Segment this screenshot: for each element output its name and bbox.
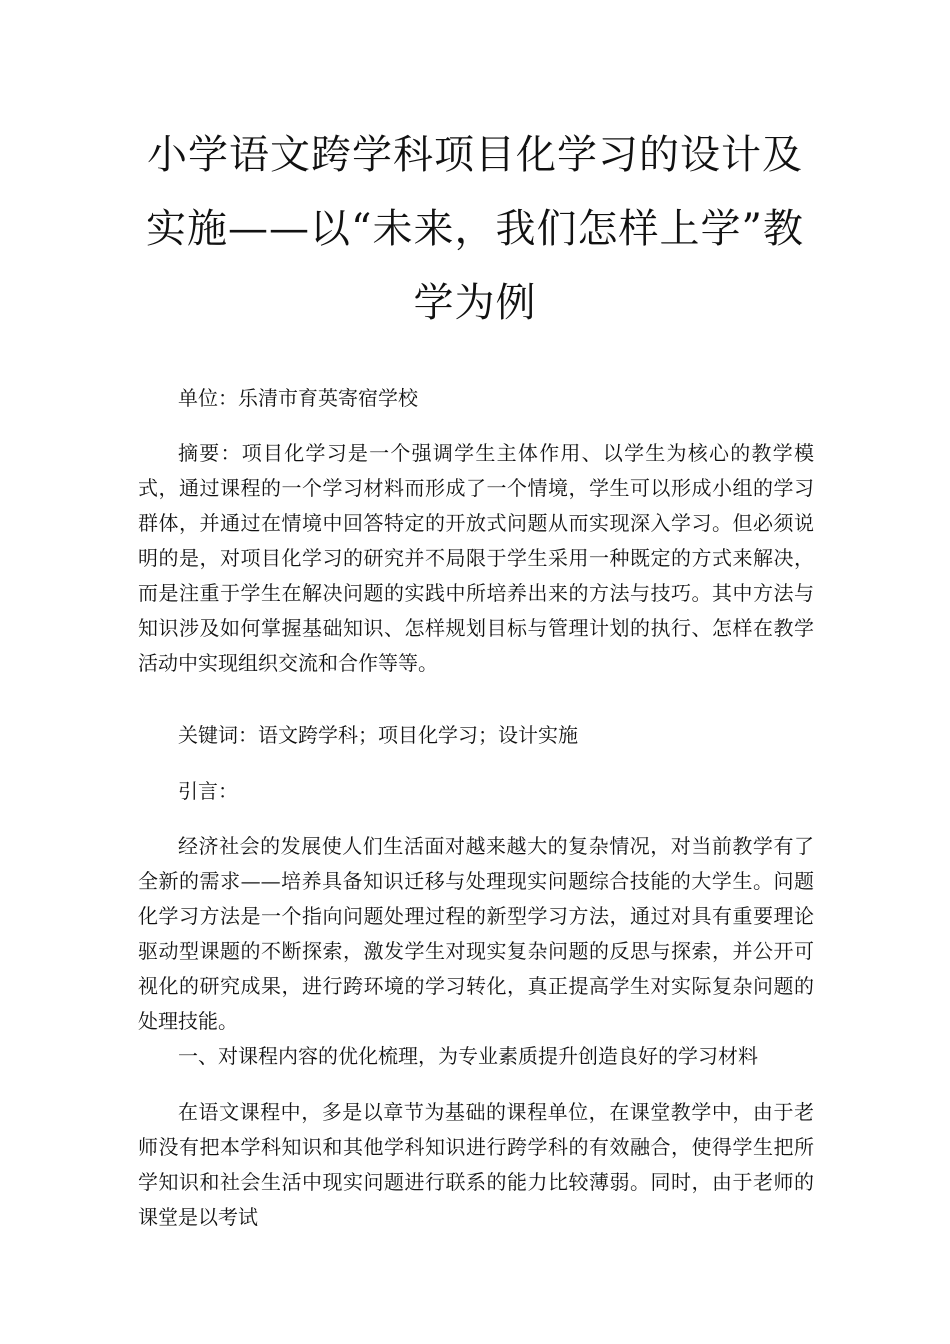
intro-heading: 引言：: [178, 779, 238, 803]
intro-paragraph: 经济社会的发展使人们生活面对越来越大的复杂情况，对当前教学有了全新的需求——培养具备知识迁移与处理现实问题综合技能的大学生。问题化学习方法是一个指向问题处理过程的新型学习方法，通过对具有重要理论驱动型课题的不断探索，激发学生对现实复杂问题的反思与探索，并公开可视化的研究成果，进行跨环境的学习转化，真正提高学生对实际复杂问题的处理技能。: [138, 834, 814, 1033]
document-title: 小学语文跨学科项目化学习的设计及实施——以“未来，我们怎样上学”教学为例: [146, 132, 804, 326]
section-1-paragraph: 在语文课程中，多是以章节为基础的课程单位，在课堂教学中，由于老师没有把本学科知识和其他学科知识进行跨学科的有效融合，使得学生把所学知识和社会生活中现实问题进行联系的能力比较薄弱。同时，由于老师的课堂是以考试: [138, 1100, 814, 1229]
section-heading-1: 一、对课程内容的优化梳理，为专业素质提升创造良好的学习材料: [178, 1044, 758, 1068]
keywords-line: 关键词：语文跨学科；项目化学习；设计实施: [178, 723, 578, 747]
author-unit: 单位：乐清市育英寄宿学校: [178, 386, 418, 410]
abstract-paragraph: 摘要：项目化学习是一个强调学生主体作用、以学生为核心的教学模式，通过课程的一个学习材料而形成了一个情境，学生可以形成小组的学习群体，并通过在情境中回答特定的开放式问题从而实现深入学习。但必须说明的是，对项目化学习的研究并不局限于学生采用一种既定的方式来解决，而是注重于学生在解决问题的实践中所培养出来的方法与技巧。其中方法与知识涉及如何掌握基础知识、怎样规划目标与管理计划的执行、怎样在教学活动中实现组织交流和合作等等。: [138, 441, 814, 675]
